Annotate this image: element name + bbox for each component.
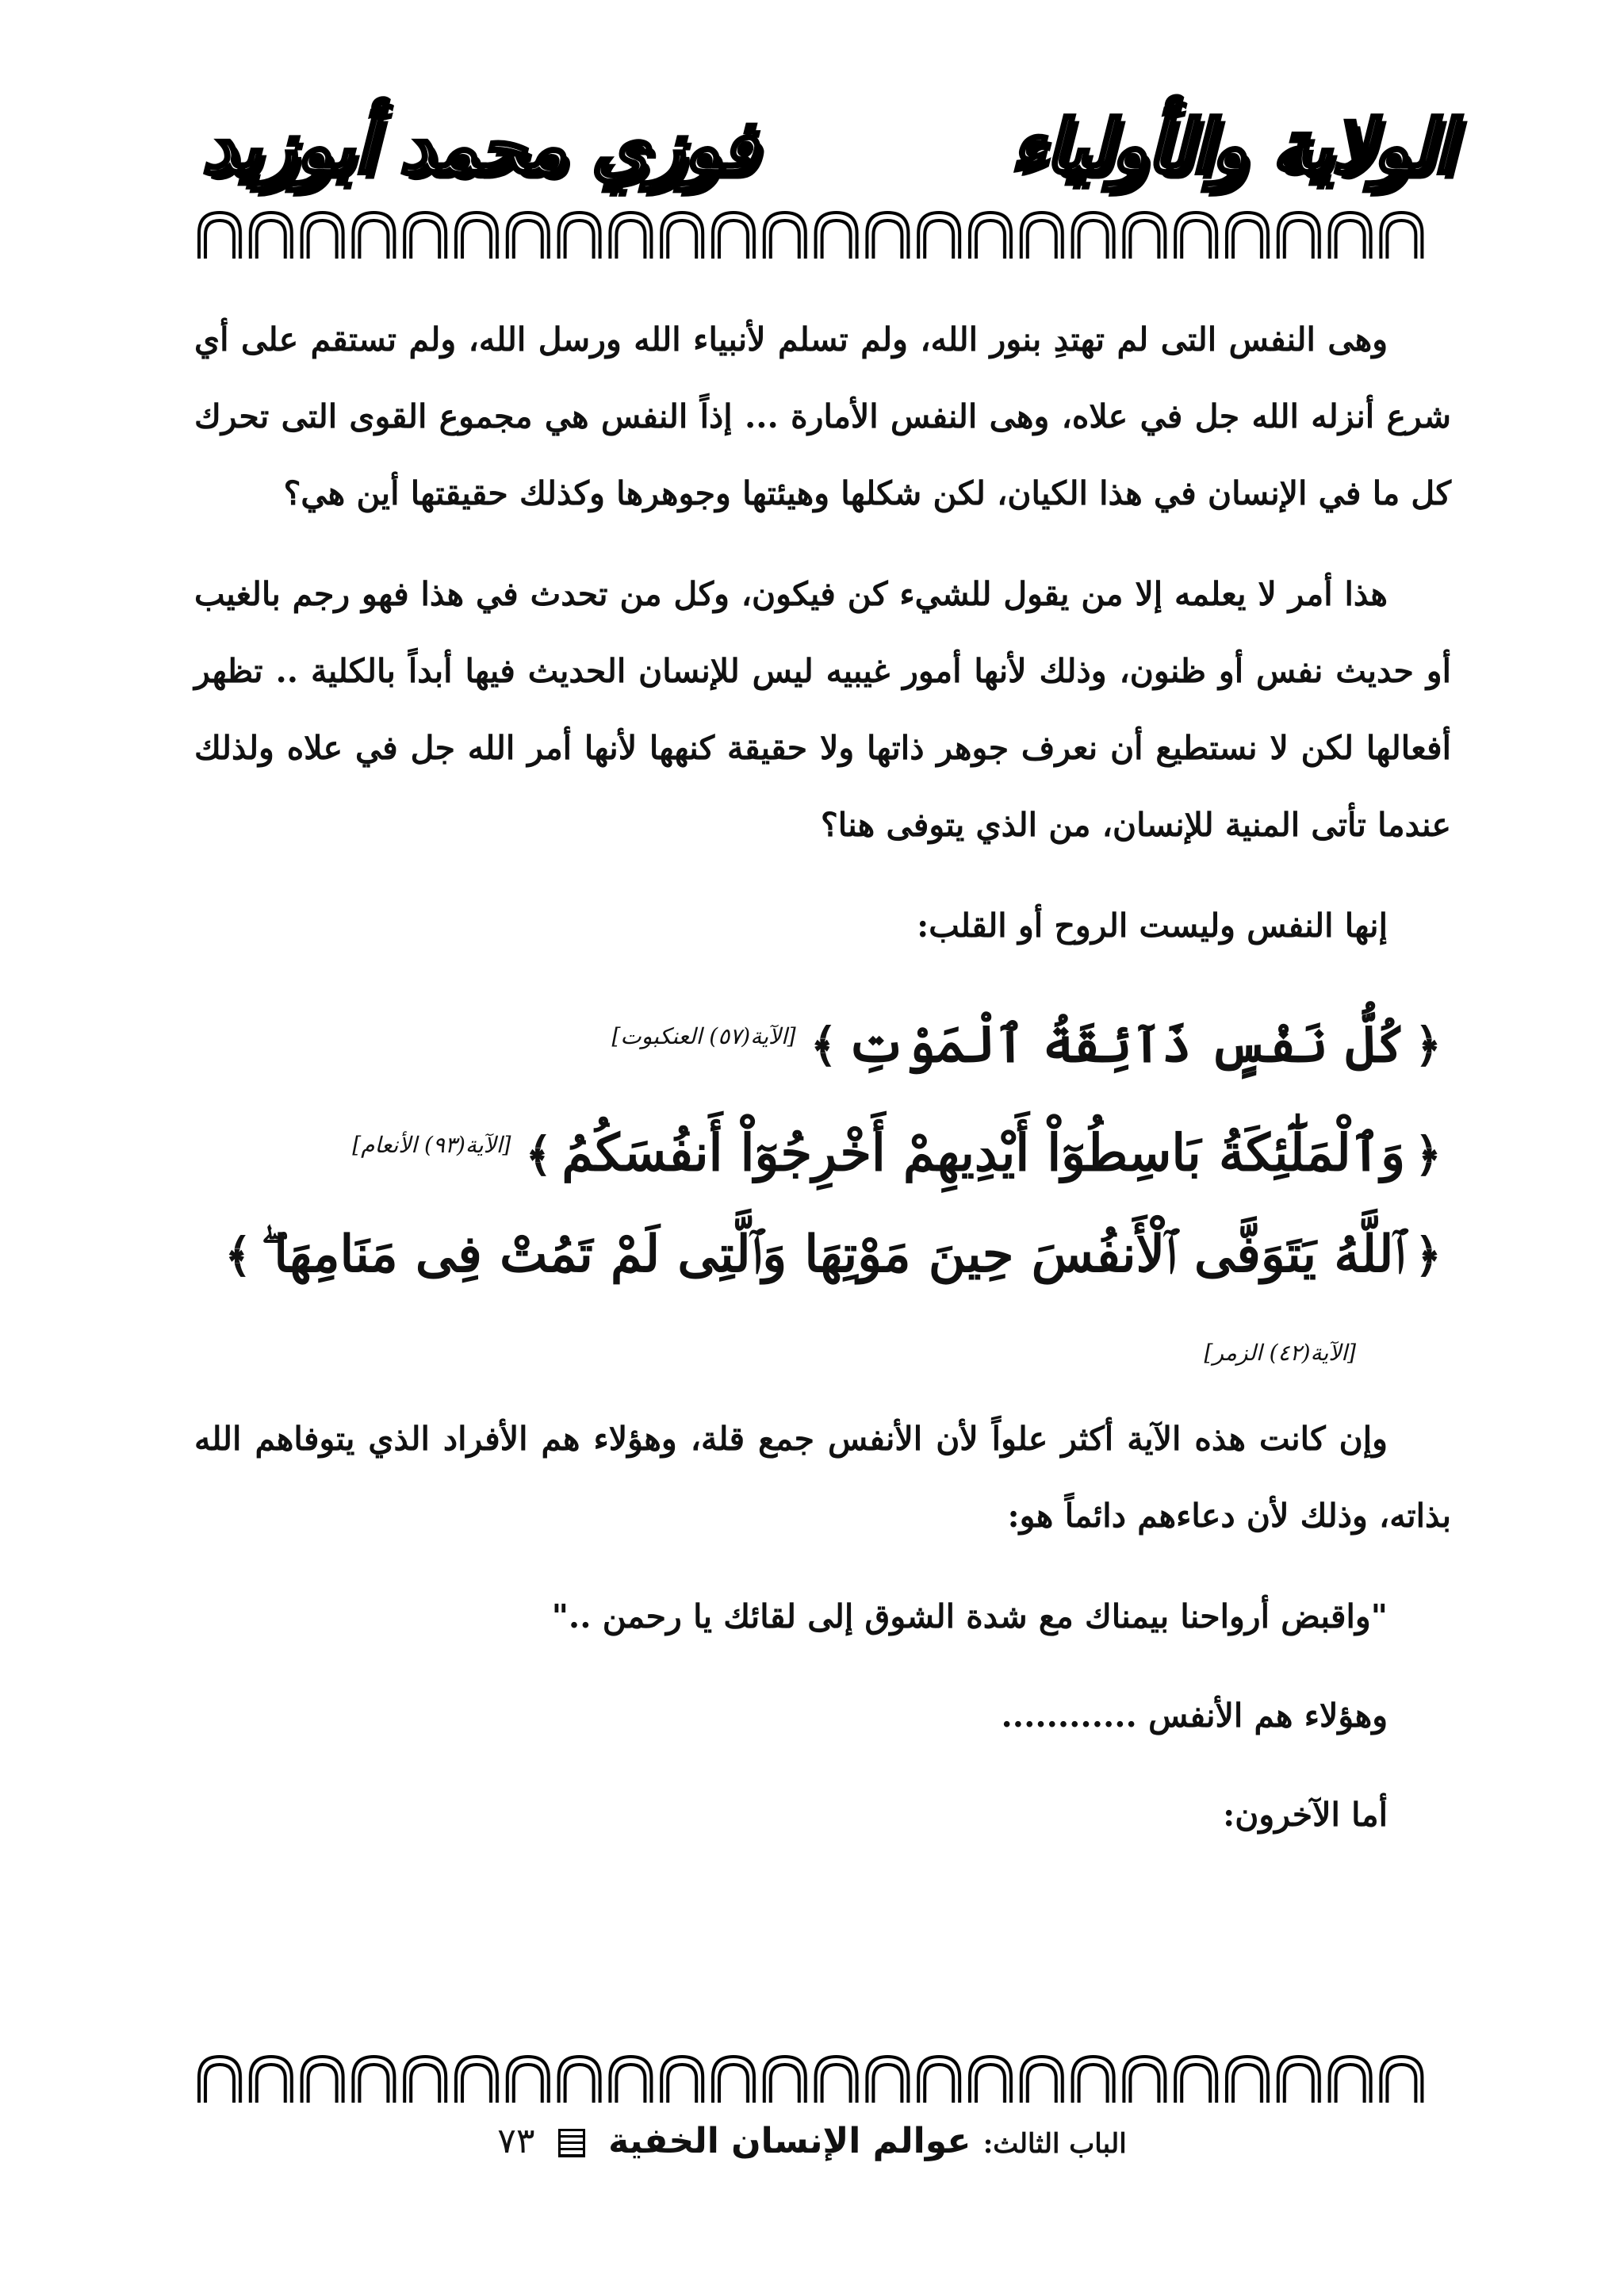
verse-close-brace: ﴾ — [224, 1228, 252, 1283]
chapter-title: عوالم الإنسان الخفية — [608, 2121, 971, 2161]
quran-verse-2 — [194, 1095, 1451, 1204]
quran-verse-1 — [194, 987, 1451, 1095]
chapter-label: الباب الثالث: — [982, 2128, 1127, 2160]
author-name: فوزي محمد أبوزيد — [202, 104, 757, 190]
verse-text: وَٱلْمَلَٰٓئِكَةُ بَاسِطُوٓاْ أَيْدِيهِمْ أَخْرِجُوٓاْ أَنفُسَكُمُ — [561, 1123, 1406, 1183]
top-arch-border — [194, 206, 1427, 262]
verse-open-brace: ﴿ — [1415, 1127, 1442, 1182]
page-number: ٧٣ — [497, 2121, 535, 2161]
intro-line: إنها النفس وليست الروح أو القلب: — [917, 907, 1388, 945]
quran-verse-3 — [194, 1205, 1451, 1306]
verse-open-brace: ﴿ — [1415, 1228, 1442, 1283]
verse-close-brace: ﴾ — [810, 1018, 837, 1073]
verse-text: ٱللَّهُ يَتَوَفَّى ٱلْأَنفُسَ حِينَ مَوْتِهَا وَٱلَّتِى لَمْ تَمُتْ فِى مَنَامِهَا ۖ — [261, 1224, 1406, 1284]
body-paragraph-3: وإن كانت هذه الآية أكثر علواً لأن الأنفس جمع قلة، وهؤلاء هم الأفراد الذي يتوفاهم الله بذاته، وذلك لأن دعاءهم دائماً هو: — [194, 1419, 1451, 1535]
prayer-quote: "واقبض أرواحنا بيمناك مع شدة الشوق إلى لقائك يا رحمن .." — [551, 1597, 1388, 1635]
body-paragraph-1: وهى النفس التى لم تهتدِ بنور الله، ولم تسلم لأنبياء الله ورسل الله، ولم تستقم على أي شرع أنزله الله جل في علاه، وهى النفس الأمارة ... إذاً النفس هي مجموع القوى التى تحرك كل ما في الإنسان في هذا الكيان، لكن شكلها وهيئتها وجوهرها وكذلك حقيقتها أين هي؟ — [194, 320, 1451, 512]
verse-reference: [الآية(٥٧) العنكبوت] — [611, 1023, 796, 1049]
verse-text: كُلُّ نَفْسٍ ذَآئِقَةُ ٱلْمَوْتِ — [846, 1014, 1406, 1075]
page-footer — [0, 2114, 1624, 2172]
closing-line: وهؤلاء هم الأنفس ............ — [1001, 1696, 1388, 1735]
bottom-arch-border — [194, 2050, 1427, 2106]
verse-reference: [الآية(٩٣) الأنعام] — [352, 1132, 511, 1159]
verse-close-brace: ﴾ — [525, 1127, 553, 1182]
main-content — [194, 301, 1451, 1876]
book-icon — [558, 2129, 585, 2157]
body-paragraph-2: هذا أمر لا يعلمه إلا من يقول للشيء كن فيكون، وكل من تحدث في هذا فهو رجم بالغيب أو حديث نفس أو ظنون، وذلك لأنها أمور غيبيه ليس للإنسان الحديث فيها أبداً بالكلية .. تظهر أفعالها لكن لا نستطيع أن نعرف جوهر ذاتها ولا حقيقة كنهها لأنها أمر الله جل في علاه ولذلك عندما تأتى المنية للإنسان، من الذي يتوفى هنا؟ — [194, 575, 1451, 844]
others-line: أما الآخرون: — [1223, 1795, 1388, 1834]
verse-open-brace: ﴿ — [1415, 1018, 1442, 1073]
verse-reference: [الآية(٤٢) الزمر] — [1204, 1339, 1356, 1366]
book-title: الولاية والأولياء — [1010, 104, 1454, 190]
